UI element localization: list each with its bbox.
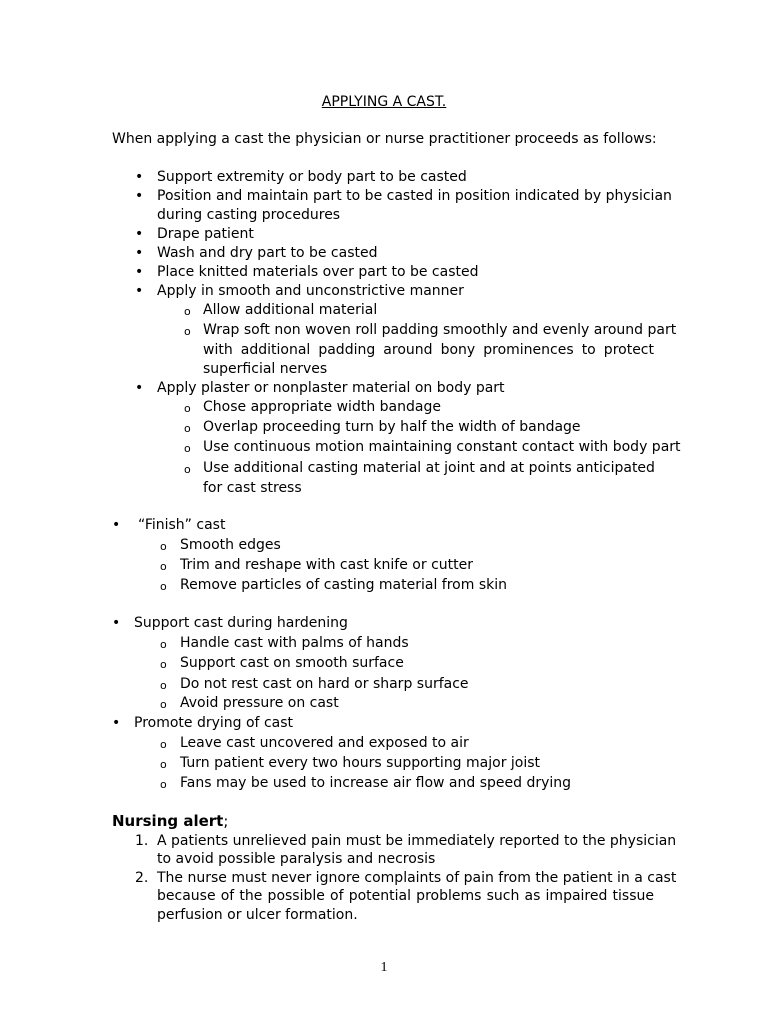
sub-item-continued: for cast stress [203,480,302,496]
step-item: Place knitted materials over part to be casted [157,264,479,280]
sub-bullet-glyph: o [160,738,167,751]
section-heading-promote: Promote drying of cast [134,715,293,731]
bullet-glyph: • [135,283,144,299]
sub-item: Smooth edges [180,537,281,553]
sub-item-continued: superficial nerves [203,361,328,377]
sub-bullet-glyph: o [160,560,167,573]
alert-text-continued: because of the possible of potential problems such as impaired tissue [157,888,654,904]
sub-item: Trim and reshape with cast knife or cutter [180,557,473,573]
alert-text: A patients unrelieved pain must be immediately reported to the physician [157,833,677,849]
bullet-glyph: • [135,245,144,261]
sub-item: Leave cast uncovered and exposed to air [180,735,469,751]
sub-item: Handle cast with palms of hands [180,635,409,651]
sub-item: Overlap proceeding turn by half the width of bandage [203,419,581,435]
sub-item: Chose appropriate width bandage [203,399,441,415]
sub-item: Allow additional material [203,302,378,318]
sub-item: Fans may be used to increase air flow and speed drying [180,775,572,791]
sub-item-continued: with additional padding around bony prominences to protect [203,342,654,358]
sub-bullet-glyph: o [184,442,191,455]
sub-item: Use continuous motion maintaining constant contact with body part [203,439,681,455]
bullet-glyph: • [135,169,144,185]
sub-bullet-glyph: o [160,540,167,553]
nursing-alert-label: Nursing alert [112,812,224,830]
sub-bullet-glyph: o [160,638,167,651]
section-heading-support: Support cast during hardening [134,615,348,631]
sub-bullet-glyph: o [184,463,191,476]
sub-bullet-glyph: o [160,758,167,771]
sub-item: Wrap soft non woven roll padding smoothly and evenly around part [203,322,677,338]
bullet-glyph: • [112,615,121,631]
alert-text-continued: to avoid possible paralysis and necrosis [157,851,436,867]
sub-bullet-glyph: o [184,422,191,435]
alert-number: 2. [135,870,149,886]
nursing-alert-punct: ; [223,812,229,830]
step-item: Drape patient [157,226,254,242]
intro-paragraph: When applying a cast the physician or nurse practitioner proceeds as follows: [112,131,657,147]
sub-bullet-glyph: o [160,658,167,671]
sub-bullet-glyph: o [184,402,191,415]
sub-item: Turn patient every two hours supporting major joist [180,755,541,771]
sub-bullet-glyph: o [184,305,191,318]
sub-item: Remove particles of casting material from skin [180,577,507,593]
page-number: 1 [380,960,388,975]
step-item: Support extremity or body part to be casted [157,169,467,185]
step-item-continued: during casting procedures [157,207,341,223]
nursing-alert-heading [112,812,228,830]
sub-bullet-glyph: o [160,580,167,593]
bullet-glyph: • [112,715,121,731]
bullet-glyph: • [135,264,144,280]
sub-item: Support cast on smooth surface [180,655,404,671]
sub-bullet-glyph: o [160,679,167,692]
bullet-glyph: • [135,188,144,204]
sub-bullet-glyph: o [160,698,167,711]
section-heading-finish: “Finish” cast [138,517,226,533]
sub-bullet-glyph: o [160,778,167,791]
alert-text: The nurse must never ignore complaints of pain from the patient in a cast [157,870,677,886]
alert-number: 1. [135,833,149,849]
sub-item: Use additional casting material at joint and at points anticipated [203,460,655,476]
sub-item: Do not rest cast on hard or sharp surface [180,676,469,692]
sub-bullet-glyph: o [184,325,191,338]
sub-item: Avoid pressure on cast [180,695,339,711]
bullet-glyph: • [135,226,144,242]
bullet-glyph: • [112,517,121,533]
step-item: Apply plaster or nonplaster material on body part [157,380,505,396]
step-item: Wash and dry part to be casted [157,245,378,261]
step-item: Position and maintain part to be casted in position indicated by physician [157,188,672,204]
bullet-glyph: • [135,380,144,396]
page-title: APPLYING A CAST. [321,94,447,110]
step-item: Apply in smooth and unconstrictive manner [157,283,464,299]
alert-text-continued: perfusion or ulcer formation. [157,907,358,923]
